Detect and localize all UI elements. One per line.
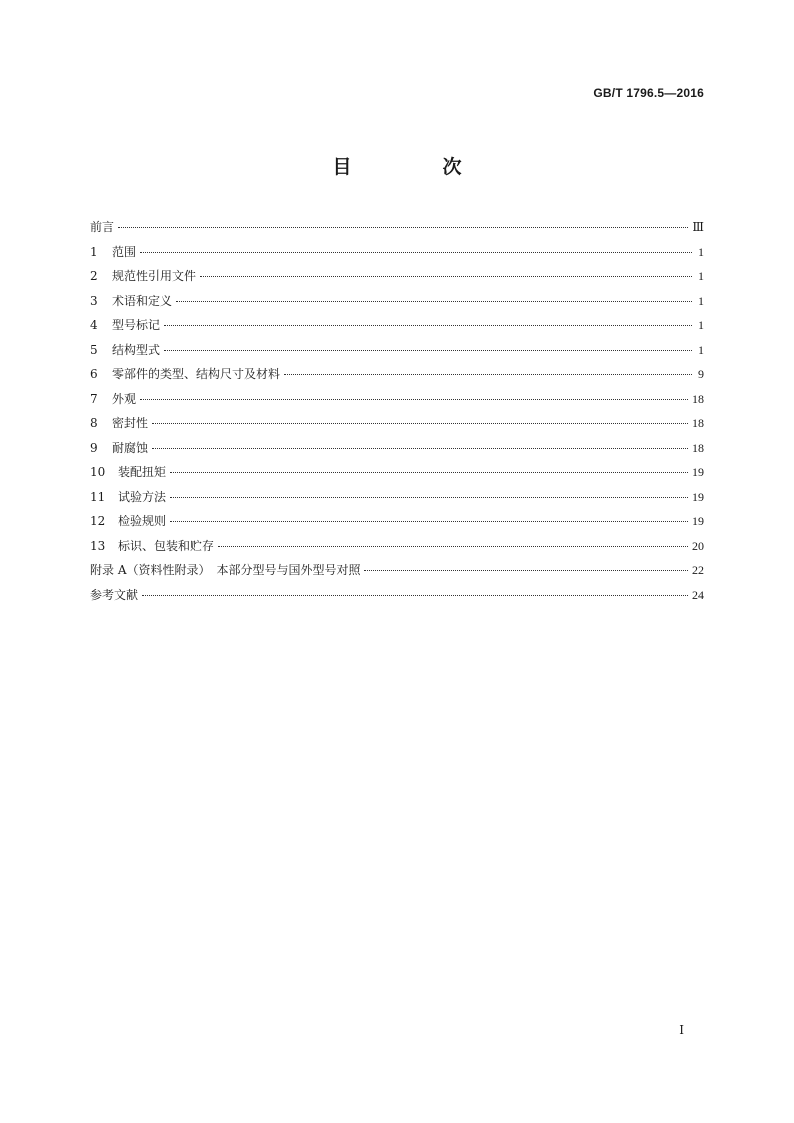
- toc-dot-leader: [142, 595, 688, 596]
- toc-entry[interactable]: [90, 364, 704, 389]
- toc-dot-leader: [284, 374, 692, 375]
- toc-entry-label: [90, 389, 136, 409]
- toc-entry-page: 18: [692, 391, 704, 406]
- toc-entry-number: 8: [90, 416, 98, 430]
- toc-entry-page: 1: [698, 318, 704, 332]
- toc-entry-number: 5: [90, 342, 98, 357]
- toc-entry-page: 1: [698, 269, 704, 283]
- toc-dot-leader: [170, 497, 688, 498]
- toc-entry-number: 1: [90, 244, 98, 259]
- toc-entry-number: 11: [90, 489, 106, 504]
- toc-entry-page: 1: [698, 293, 704, 308]
- toc-entry-page: 1: [698, 342, 704, 357]
- toc-entry-number: 13: [90, 538, 106, 553]
- toc-dot-leader: [176, 301, 692, 302]
- toc-entry-text: 附录 A（资料性附录） 本部分型号与国外型号对照: [90, 563, 361, 577]
- toc-entry-label: [90, 364, 280, 384]
- toc-entry-page: Ⅲ: [692, 220, 704, 234]
- toc-entry-text: 外观: [112, 391, 137, 406]
- toc-entry-text: 密封性: [112, 416, 149, 430]
- toc-entry-page: 19: [692, 465, 704, 479]
- toc-entry-label: [90, 242, 136, 262]
- toc-entry-label: [90, 217, 114, 237]
- toc-entry-text: 前言: [90, 220, 115, 234]
- page-number: Ⅰ: [679, 1023, 684, 1037]
- toc-entry[interactable]: [90, 340, 704, 365]
- toc-entry-text: 耐腐蚀: [112, 440, 149, 455]
- toc-dot-leader: [170, 472, 688, 473]
- toc-dot-leader: [200, 276, 692, 277]
- toc-dot-leader: [140, 252, 692, 253]
- toc-entry-number: 12: [90, 514, 106, 528]
- toc-entry-number: 4: [90, 318, 98, 332]
- toc-entry-label: [90, 536, 214, 556]
- toc-entry[interactable]: [90, 487, 704, 512]
- toc-entry[interactable]: [90, 560, 704, 585]
- toc-entry-page: 1: [698, 244, 704, 259]
- toc-dot-leader: [140, 399, 688, 400]
- toc-entry-label: [90, 315, 160, 335]
- toc-entry-label: [90, 462, 166, 482]
- page-title: 目 次: [332, 156, 498, 178]
- toc-entry[interactable]: [90, 585, 704, 610]
- toc-entry-page: 9: [698, 367, 704, 381]
- toc-entry[interactable]: [90, 536, 704, 561]
- toc-entry-text: 检验规则: [118, 514, 167, 528]
- toc-entry-text: 试验方法: [118, 489, 167, 504]
- toc-entry-page: 19: [692, 489, 704, 504]
- toc-entry-text: 标识、包装和贮存: [118, 538, 215, 553]
- toc-entry-text: 范围: [112, 244, 137, 259]
- toc-entry[interactable]: [90, 438, 704, 463]
- toc-entry[interactable]: [90, 266, 704, 291]
- toc-entry[interactable]: [90, 315, 704, 340]
- toc-entry-number: 3: [90, 293, 98, 308]
- toc-entry[interactable]: [90, 242, 704, 267]
- toc-entry-label: [90, 266, 196, 286]
- toc-entry-page: 22: [692, 563, 704, 577]
- toc-entry-page: 20: [692, 538, 704, 553]
- toc-entry[interactable]: [90, 217, 704, 242]
- toc-dot-leader: [152, 423, 688, 424]
- toc-entry-text: 装配扭矩: [118, 465, 167, 479]
- toc-entry[interactable]: [90, 511, 704, 536]
- toc-entry-page: 18: [692, 416, 704, 430]
- toc-entry-number: 10: [90, 465, 106, 479]
- toc-dot-leader: [164, 350, 692, 351]
- toc-entry-text: 术语和定义: [112, 293, 173, 308]
- toc-entry-text: 结构型式: [112, 342, 161, 357]
- toc-entry-number: 9: [90, 440, 98, 455]
- toc-entry-label: [90, 291, 172, 311]
- toc-entry[interactable]: [90, 462, 704, 487]
- standard-code: GB/T 1796.5—2016: [593, 86, 704, 100]
- toc-entry-page: 18: [692, 440, 704, 455]
- table-of-contents: [90, 217, 704, 609]
- toc-entry-page: 24: [692, 587, 704, 602]
- toc-dot-leader: [364, 570, 688, 571]
- toc-entry-label: [90, 560, 360, 580]
- toc-entry-label: [90, 585, 138, 605]
- toc-entry-text: 零部件的类型、结构尺寸及材料: [112, 367, 281, 381]
- toc-entry-label: [90, 511, 166, 531]
- toc-entry[interactable]: [90, 389, 704, 414]
- toc-dot-leader: [170, 521, 688, 522]
- toc-entry-number: 7: [90, 391, 98, 406]
- toc-dot-leader: [152, 448, 688, 449]
- toc-dot-leader: [218, 546, 688, 547]
- toc-entry-number: 6: [90, 367, 98, 381]
- toc-entry-text: 型号标记: [112, 318, 161, 332]
- toc-dot-leader: [164, 325, 692, 326]
- toc-entry-label: [90, 340, 160, 360]
- toc-entry-label: [90, 438, 148, 458]
- toc-entry[interactable]: [90, 413, 704, 438]
- toc-entry-label: [90, 413, 148, 433]
- toc-entry[interactable]: [90, 291, 704, 316]
- toc-entry-text: 参考文献: [90, 587, 139, 602]
- toc-entry-page: 19: [692, 514, 704, 528]
- toc-entry-text: 规范性引用文件: [112, 269, 197, 283]
- toc-entry-number: 2: [90, 269, 98, 283]
- toc-entry-label: [90, 487, 166, 507]
- toc-dot-leader: [118, 227, 688, 228]
